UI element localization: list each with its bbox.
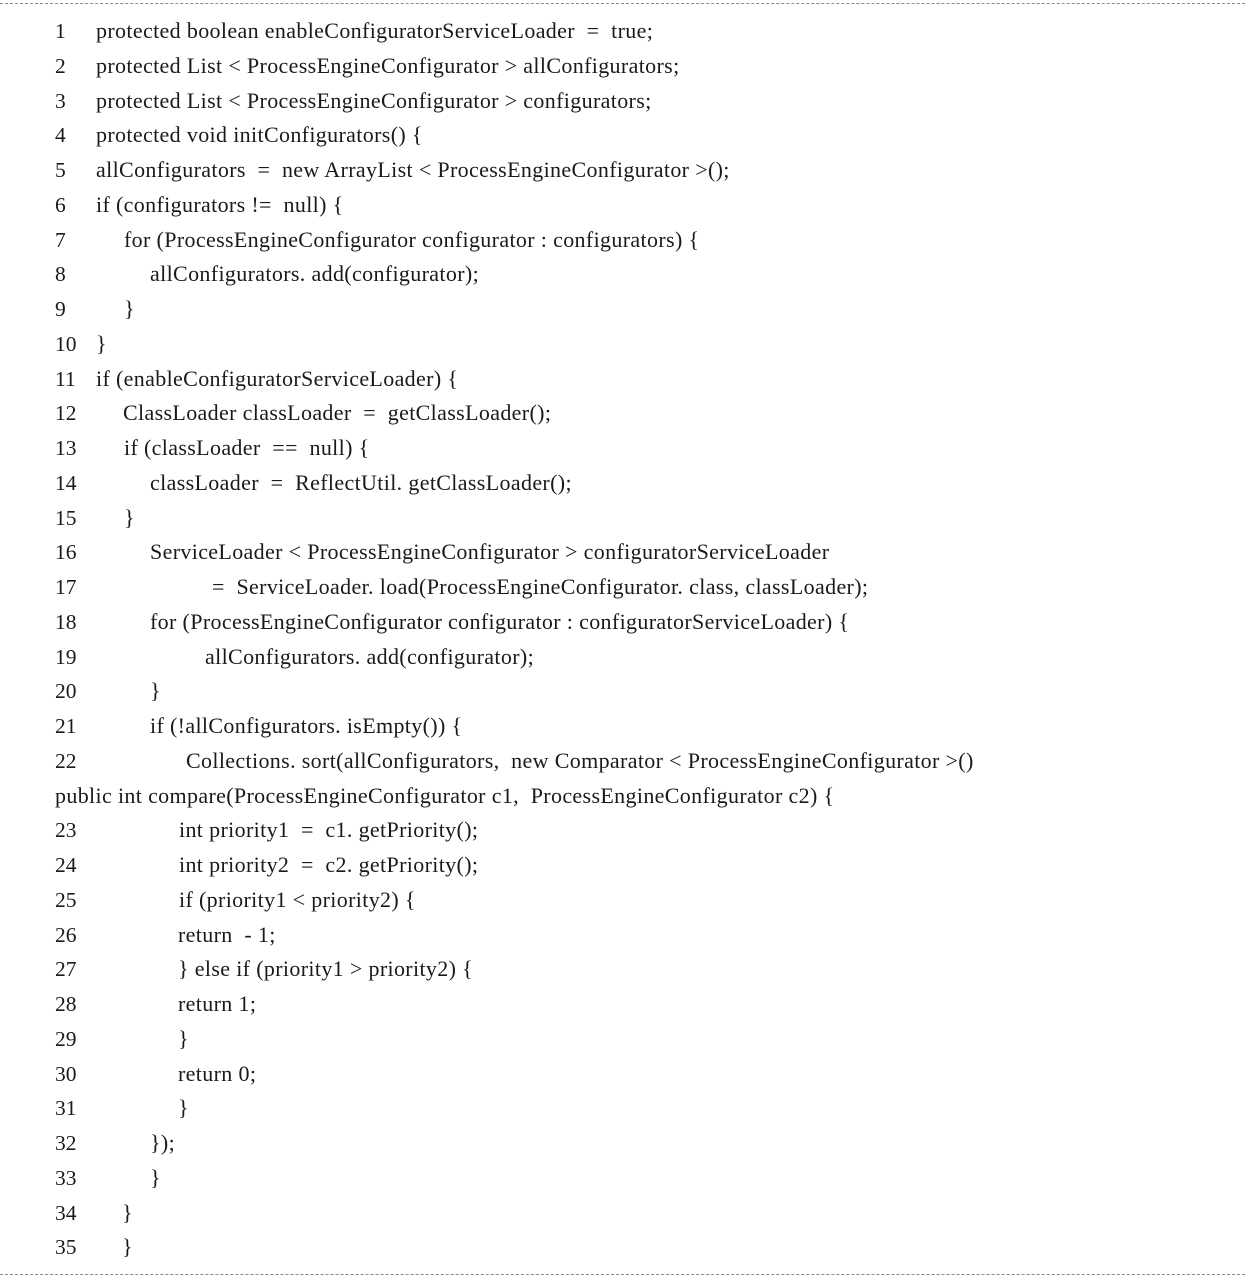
code-line bbox=[0, 257, 1245, 292]
code-text: } bbox=[178, 1095, 189, 1121]
code-line bbox=[0, 362, 1245, 397]
code-line bbox=[0, 918, 1245, 953]
code-text: ServiceLoader < ProcessEngineConfigurator > configuratorServiceLoader bbox=[150, 539, 830, 565]
bottom-dashed-rule bbox=[0, 1274, 1245, 1275]
code-line bbox=[0, 1057, 1245, 1092]
line-number: 12 bbox=[55, 401, 77, 426]
line-number: 11 bbox=[55, 366, 76, 391]
line-number: 13 bbox=[55, 436, 77, 460]
line-number: 1 bbox=[55, 19, 66, 43]
code-line bbox=[0, 118, 1245, 153]
code-text: classLoader = ReflectUtil. getClassLoader(); bbox=[150, 469, 572, 495]
line-number: 19 bbox=[55, 644, 77, 669]
line-number: 30 bbox=[55, 1061, 77, 1086]
line-number: 7 bbox=[55, 227, 66, 252]
code-line bbox=[0, 14, 1245, 49]
code-text: int priority1 = c1. getPriority(); bbox=[179, 817, 479, 843]
line-number: 24 bbox=[55, 853, 77, 877]
code-line bbox=[0, 292, 1245, 327]
line-number: 32 bbox=[55, 1131, 77, 1155]
code-line bbox=[0, 883, 1245, 918]
code-line bbox=[0, 1091, 1245, 1126]
code-line bbox=[0, 431, 1245, 466]
code-listing bbox=[0, 14, 1245, 1265]
code-text: if (!allConfigurators. isEmpty()) { bbox=[150, 713, 463, 738]
code-text: for (ProcessEngineConfigurator configurator : configuratorServiceLoader) { bbox=[150, 608, 850, 634]
top-dashed-rule bbox=[0, 3, 1245, 4]
line-number: 14 bbox=[55, 470, 77, 495]
line-number: 4 bbox=[55, 123, 66, 148]
code-line bbox=[0, 779, 1245, 814]
code-text: } bbox=[96, 330, 107, 356]
line-number: 5 bbox=[55, 158, 66, 182]
code-line bbox=[0, 605, 1245, 640]
line-number: 27 bbox=[55, 957, 77, 982]
code-line bbox=[0, 848, 1245, 883]
code-text: }); bbox=[150, 1130, 176, 1155]
code-text: ClassLoader classLoader = getClassLoader(); bbox=[123, 400, 552, 426]
line-number: 15 bbox=[55, 505, 77, 530]
code-text: allConfigurators = new ArrayList < ProcessEngineConfigurator >(); bbox=[96, 157, 730, 182]
code-line bbox=[0, 188, 1245, 223]
code-text: = ServiceLoader. load(ProcessEngineConfigurator. class, classLoader); bbox=[212, 574, 869, 599]
code-text: return 0; bbox=[178, 1060, 257, 1086]
code-line bbox=[0, 84, 1245, 119]
code-text: protected void initConfigurators() { bbox=[96, 122, 423, 148]
code-text: } bbox=[124, 504, 135, 530]
code-text: allConfigurators. add(configurator); bbox=[150, 261, 480, 287]
code-line bbox=[0, 327, 1245, 362]
code-text: return - 1; bbox=[178, 921, 276, 947]
code-text: } bbox=[150, 1164, 161, 1190]
line-number: 23 bbox=[55, 818, 77, 843]
line-number: 3 bbox=[55, 88, 66, 113]
code-line bbox=[0, 709, 1245, 744]
code-text: } bbox=[150, 678, 161, 704]
line-number: 20 bbox=[55, 679, 77, 704]
code-line bbox=[0, 396, 1245, 431]
code-line bbox=[0, 744, 1245, 779]
code-text: if (classLoader == null) { bbox=[124, 435, 370, 460]
code-text: protected List < ProcessEngineConfigurator > allConfigurators; bbox=[96, 52, 680, 78]
code-text: if (configurators != null) { bbox=[96, 191, 344, 217]
code-line bbox=[0, 987, 1245, 1022]
code-text: return 1; bbox=[178, 991, 257, 1016]
line-number: 33 bbox=[55, 1165, 77, 1190]
code-line bbox=[0, 1022, 1245, 1057]
line-number: 16 bbox=[55, 540, 77, 565]
code-line bbox=[0, 1161, 1245, 1196]
code-line bbox=[0, 49, 1245, 84]
line-number: 35 bbox=[55, 1235, 77, 1260]
code-text: } else if (priority1 > priority2) { bbox=[178, 956, 474, 982]
line-number: 29 bbox=[55, 1026, 77, 1051]
code-line bbox=[0, 466, 1245, 501]
line-number: 34 bbox=[55, 1200, 77, 1225]
code-text: if (enableConfiguratorServiceLoader) { bbox=[96, 365, 459, 391]
code-line bbox=[0, 570, 1245, 605]
code-line bbox=[0, 640, 1245, 675]
code-line bbox=[0, 952, 1245, 987]
code-text: } bbox=[124, 296, 135, 321]
line-number: 31 bbox=[55, 1096, 77, 1121]
line-number: 8 bbox=[55, 262, 66, 287]
line-number: 2 bbox=[55, 53, 66, 78]
line-number: 9 bbox=[55, 297, 66, 321]
code-line bbox=[0, 501, 1245, 536]
code-line bbox=[0, 223, 1245, 258]
code-text: int priority2 = c2. getPriority(); bbox=[179, 852, 479, 877]
line-number: 25 bbox=[55, 887, 77, 912]
line-number: 6 bbox=[55, 192, 66, 217]
code-text: } bbox=[178, 1025, 189, 1051]
line-number: 10 bbox=[55, 331, 77, 356]
code-line bbox=[0, 1196, 1245, 1231]
code-text: protected List < ProcessEngineConfigurator > configurators; bbox=[96, 87, 652, 113]
code-text: } bbox=[122, 1199, 133, 1225]
line-number: 17 bbox=[55, 575, 77, 599]
code-line bbox=[0, 1126, 1245, 1161]
line-number: 18 bbox=[55, 609, 77, 634]
line-number: 28 bbox=[55, 992, 77, 1016]
code-text: public int compare(ProcessEngineConfigurator c1, ProcessEngineConfigurator c2) { bbox=[55, 782, 835, 808]
code-text: if (priority1 < priority2) { bbox=[179, 886, 416, 912]
code-line bbox=[0, 1230, 1245, 1265]
code-text: } bbox=[122, 1234, 133, 1260]
line-number: 26 bbox=[55, 922, 77, 947]
code-text: for (ProcessEngineConfigurator configurator : configurators) { bbox=[124, 226, 700, 252]
line-number: 22 bbox=[55, 748, 77, 773]
code-line bbox=[0, 674, 1245, 709]
code-line bbox=[0, 535, 1245, 570]
code-text: allConfigurators. add(configurator); bbox=[205, 643, 535, 669]
code-text: Collections. sort(allConfigurators, new Comparator < ProcessEngineConfigurator >() bbox=[186, 747, 974, 773]
line-number: 21 bbox=[55, 714, 77, 738]
code-line bbox=[0, 153, 1245, 188]
code-line bbox=[0, 813, 1245, 848]
code-text: protected boolean enableConfiguratorServiceLoader = true; bbox=[96, 18, 654, 43]
